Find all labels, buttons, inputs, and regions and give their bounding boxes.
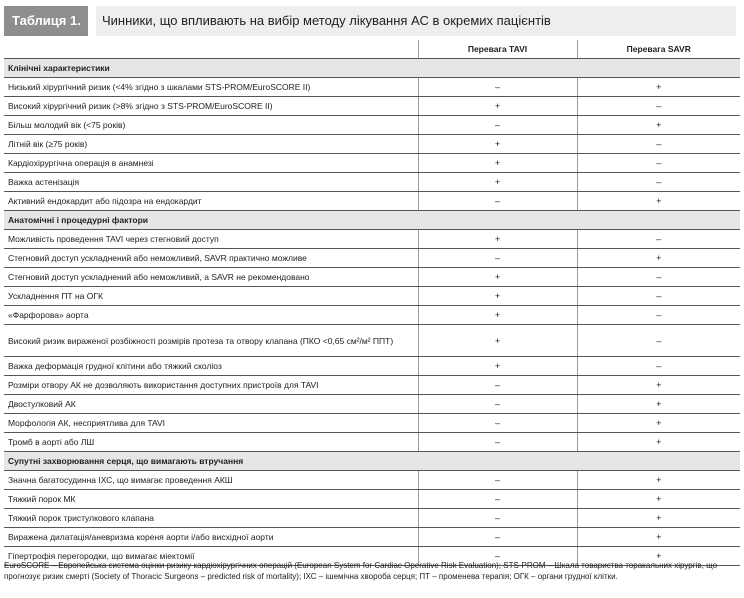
factor-label: Важка астенізація bbox=[4, 173, 418, 192]
savr-value: – bbox=[577, 154, 740, 173]
tavi-value: – bbox=[418, 433, 577, 452]
column-header-savr: Перевага SAVR bbox=[577, 40, 740, 59]
table-row bbox=[4, 325, 740, 357]
table-row bbox=[4, 287, 740, 306]
table-header bbox=[0, 0, 744, 41]
tavi-value: + bbox=[418, 154, 577, 173]
savr-value: + bbox=[577, 433, 740, 452]
table-row bbox=[4, 471, 740, 490]
table-row bbox=[4, 173, 740, 192]
factor-label: Тромб в аорті або ЛШ bbox=[4, 433, 418, 452]
factors-table bbox=[4, 40, 740, 566]
savr-value: – bbox=[577, 135, 740, 154]
savr-value: + bbox=[577, 249, 740, 268]
factor-label: Високий ризик вираженої розбіжності розмірів протеза та отвору клапана (ПКО <0,65 см²/м² ППТ) bbox=[4, 325, 418, 357]
table-row bbox=[4, 116, 740, 135]
table-row bbox=[4, 528, 740, 547]
tavi-value: – bbox=[418, 414, 577, 433]
table-row bbox=[4, 78, 740, 97]
tavi-value: – bbox=[418, 509, 577, 528]
tavi-value: + bbox=[418, 135, 577, 154]
tavi-value: + bbox=[418, 306, 577, 325]
savr-value: + bbox=[577, 116, 740, 135]
factor-label: Двостулковий АК bbox=[4, 395, 418, 414]
tavi-value: + bbox=[418, 268, 577, 287]
factor-label: Можливість проведення TAVI через стегновий доступ bbox=[4, 230, 418, 249]
table-number-badge: Таблиця 1. bbox=[4, 6, 88, 36]
savr-value: + bbox=[577, 395, 740, 414]
factor-label: Виражена дилатація/аневризма кореня аорти і/або висхідної аорти bbox=[4, 528, 418, 547]
tavi-value: – bbox=[418, 490, 577, 509]
factor-label: Тяжкий порок тристулкового клапана bbox=[4, 509, 418, 528]
table-row bbox=[4, 249, 740, 268]
savr-value: + bbox=[577, 490, 740, 509]
savr-value: – bbox=[577, 357, 740, 376]
factor-label: Більш молодий вік (<75 років) bbox=[4, 116, 418, 135]
factor-label: Тяжкий порок МК bbox=[4, 490, 418, 509]
table-row bbox=[4, 509, 740, 528]
savr-value: – bbox=[577, 173, 740, 192]
table-row bbox=[4, 433, 740, 452]
tavi-value: – bbox=[418, 528, 577, 547]
savr-value: – bbox=[577, 325, 740, 357]
column-header-factor bbox=[4, 40, 418, 59]
section-title: Клінічні характеристики bbox=[4, 59, 740, 78]
factor-label: Стегновий доступ ускладнений або неможливий, а SAVR не рекомендовано bbox=[4, 268, 418, 287]
factor-label: Літній вік (≥75 років) bbox=[4, 135, 418, 154]
table-row bbox=[4, 230, 740, 249]
table-row bbox=[4, 414, 740, 433]
tavi-value: – bbox=[418, 395, 577, 414]
table-row bbox=[4, 306, 740, 325]
table-row bbox=[4, 192, 740, 211]
tavi-value: + bbox=[418, 287, 577, 306]
factor-label: Значна багатосудинна ІХС, що вимагає проведення АКШ bbox=[4, 471, 418, 490]
column-header-tavi: Перевага TAVI bbox=[418, 40, 577, 59]
savr-value: + bbox=[577, 376, 740, 395]
section-header-row bbox=[4, 59, 740, 78]
savr-value: – bbox=[577, 230, 740, 249]
factor-label: Ускладнення ПТ на ОГК bbox=[4, 287, 418, 306]
table-row bbox=[4, 395, 740, 414]
savr-value: + bbox=[577, 471, 740, 490]
tavi-value: – bbox=[418, 116, 577, 135]
factor-label: Стегновий доступ ускладнений або неможливий, SAVR практично можливе bbox=[4, 249, 418, 268]
factor-label: Низький хірургічний ризик (<4% згідно з шкалами STS-PROM/EuroSCORE II) bbox=[4, 78, 418, 97]
tavi-value: + bbox=[418, 173, 577, 192]
table-title: Чинники, що впливають на вибір методу лікування АС в окремих пацієнтів bbox=[96, 6, 736, 36]
savr-value: – bbox=[577, 287, 740, 306]
savr-value: + bbox=[577, 547, 740, 566]
factor-label: Активний ендокардит або підозра на ендокардит bbox=[4, 192, 418, 211]
savr-value: – bbox=[577, 306, 740, 325]
savr-value: – bbox=[577, 97, 740, 116]
table-row bbox=[4, 490, 740, 509]
factor-label: Високий хірургічний ризик (>8% згідно з STS-PROM/EuroSCORE II) bbox=[4, 97, 418, 116]
savr-value: + bbox=[577, 414, 740, 433]
table-row bbox=[4, 135, 740, 154]
section-header-row bbox=[4, 211, 740, 230]
tavi-value: – bbox=[418, 547, 577, 566]
section-header-row bbox=[4, 452, 740, 471]
tavi-value: – bbox=[418, 471, 577, 490]
table-row bbox=[4, 97, 740, 116]
factor-label: Морфологія АК, несприятлива для TAVI bbox=[4, 414, 418, 433]
table-row bbox=[4, 154, 740, 173]
factor-label: Розміри отвору АК не дозволяють використання доступних пристроїв для TAVI bbox=[4, 376, 418, 395]
tavi-value: + bbox=[418, 230, 577, 249]
tavi-value: + bbox=[418, 97, 577, 116]
table-row bbox=[4, 268, 740, 287]
savr-value: + bbox=[577, 78, 740, 97]
factor-label: Гіпертрофія перегородки, що вимагає міектомії bbox=[4, 547, 418, 566]
tavi-value: – bbox=[418, 192, 577, 211]
factor-label: Кардіохірургічна операція в анамнезі bbox=[4, 154, 418, 173]
table-column-header-row bbox=[4, 40, 740, 59]
factor-label: «Фарфорова» аорта bbox=[4, 306, 418, 325]
table-row bbox=[4, 376, 740, 395]
tavi-value: – bbox=[418, 376, 577, 395]
table-row bbox=[4, 357, 740, 376]
tavi-value: + bbox=[418, 357, 577, 376]
section-title: Супутні захворювання серця, що вимагають втручання bbox=[4, 452, 740, 471]
factor-label: Важка деформація грудної клітини або тяжкий сколіоз bbox=[4, 357, 418, 376]
section-title: Анатомічні і процедурні фактори bbox=[4, 211, 740, 230]
table-body bbox=[4, 59, 740, 566]
savr-value: – bbox=[577, 268, 740, 287]
tavi-value: – bbox=[418, 78, 577, 97]
savr-value: + bbox=[577, 509, 740, 528]
savr-value: + bbox=[577, 528, 740, 547]
tavi-value: – bbox=[418, 249, 577, 268]
table-footnote: EuroSCORE – Европейська система оцінки ризику кардіохірургічних операцій (European System for Cardiac Operative Risk Evaluation); STS-PROM – Шкала товариства торакальних хірургів, що прогнозує ризик смерті (Society of Thoracic Surgeons – predicted risk of mortality); ІХС – ішемічна хвороба серця; ПТ – променева терапія; ОГК – органи грудної клітки. bbox=[4, 561, 718, 581]
tavi-value: + bbox=[418, 325, 577, 357]
savr-value: + bbox=[577, 192, 740, 211]
